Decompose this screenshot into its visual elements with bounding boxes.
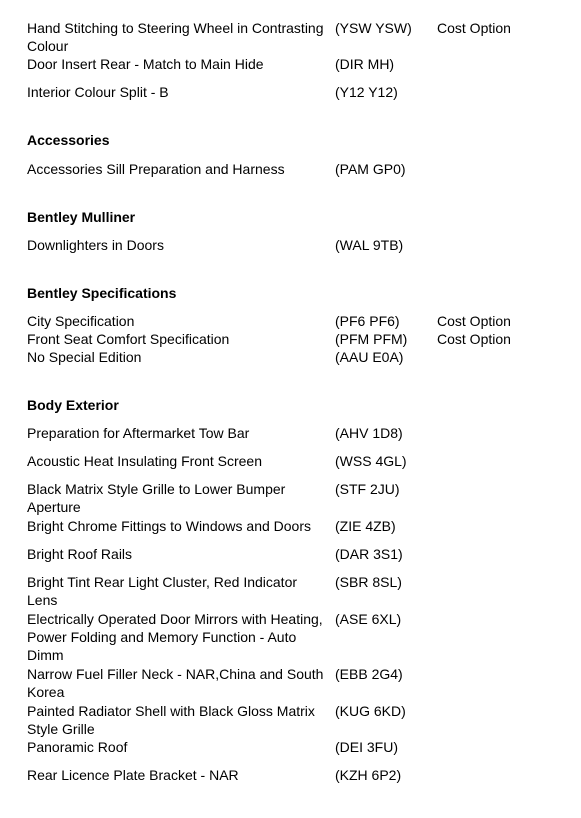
option-name: Acoustic Heat Insulating Front Screen	[27, 453, 263, 469]
option-row	[27, 610, 567, 664]
option-code: (STF 2JU)	[335, 481, 400, 497]
option-row	[27, 19, 567, 55]
option-code: (EBB 2G4)	[335, 666, 403, 682]
option-row	[27, 236, 567, 254]
option-row	[27, 452, 567, 470]
option-name: Black Matrix Style Grille to Lower Bumper Aperture	[27, 481, 286, 515]
option-code: (DIR MH)	[335, 56, 395, 72]
option-name: Downlighters in Doors	[27, 237, 164, 253]
cost-option-label: Cost Option	[437, 20, 511, 36]
option-code: (KZH 6P2)	[335, 767, 402, 783]
option-row	[27, 83, 567, 101]
section-heading: Bentley Specifications	[27, 285, 177, 301]
option-name: Bright Tint Rear Light Cluster, Red Indicator Lens	[27, 574, 298, 608]
option-row	[27, 160, 567, 178]
option-code: (PAM GP0)	[335, 161, 406, 177]
option-row	[27, 517, 567, 535]
section-heading: Accessories	[27, 132, 110, 148]
option-row	[27, 545, 567, 563]
option-row	[27, 424, 567, 442]
cost-option-label: Cost Option	[437, 313, 511, 329]
option-row	[27, 665, 567, 701]
option-row	[27, 55, 567, 73]
option-code: (AAU E0A)	[335, 349, 404, 365]
option-code: (Y12 Y12)	[335, 84, 398, 100]
option-name: Painted Radiator Shell with Black Gloss Matrix Style Grille	[27, 703, 315, 737]
option-row	[27, 312, 567, 330]
option-name: Bright Chrome Fittings to Windows and Doors	[27, 518, 311, 534]
section-heading: Body Exterior	[27, 397, 119, 413]
option-row	[27, 573, 567, 609]
option-code: (ZIE 4ZB)	[335, 518, 396, 534]
option-code: (PF6 PF6)	[335, 313, 400, 329]
option-code: (KUG 6KD)	[335, 703, 406, 719]
option-code: (DEI 3FU)	[335, 739, 398, 755]
cost-option-label: Cost Option	[437, 331, 511, 347]
option-name: Door Insert Rear - Match to Main Hide	[27, 56, 264, 72]
option-code: (YSW YSW)	[335, 20, 412, 36]
option-code: (AHV 1D8)	[335, 425, 403, 441]
option-name: City Specification	[27, 313, 135, 329]
option-row	[27, 330, 567, 348]
option-name: Electrically Operated Door Mirrors with Heating, Power Folding and Memory Function - Auto Dimm	[27, 611, 323, 663]
option-code: (WAL 9TB)	[335, 237, 404, 253]
option-name: Rear Licence Plate Bracket - NAR	[27, 767, 239, 783]
option-name: Bright Roof Rails	[27, 546, 133, 562]
option-row	[27, 480, 567, 516]
option-code: (SBR 8SL)	[335, 574, 402, 590]
option-name: Preparation for Aftermarket Tow Bar	[27, 425, 250, 441]
option-row	[27, 738, 567, 756]
option-name: Front Seat Comfort Specification	[27, 331, 230, 347]
option-row	[27, 348, 567, 366]
section-heading: Bentley Mulliner	[27, 209, 136, 225]
option-code: (DAR 3S1)	[335, 546, 403, 562]
option-name: Hand Stitching to Steering Wheel in Contrasting Colour	[27, 20, 324, 54]
option-name: Panoramic Roof	[27, 739, 128, 755]
option-name: Narrow Fuel Filler Neck - NAR,China and South Korea	[27, 666, 324, 700]
option-code: (PFM PFM)	[335, 331, 408, 347]
option-code: (WSS 4GL)	[335, 453, 407, 469]
option-code: (ASE 6XL)	[335, 611, 402, 627]
specification-document	[27, 19, 567, 784]
option-row	[27, 702, 567, 738]
option-row	[27, 766, 567, 784]
option-name: Accessories Sill Preparation and Harness	[27, 161, 285, 177]
option-name: No Special Edition	[27, 349, 142, 365]
option-name: Interior Colour Split - B	[27, 84, 169, 100]
